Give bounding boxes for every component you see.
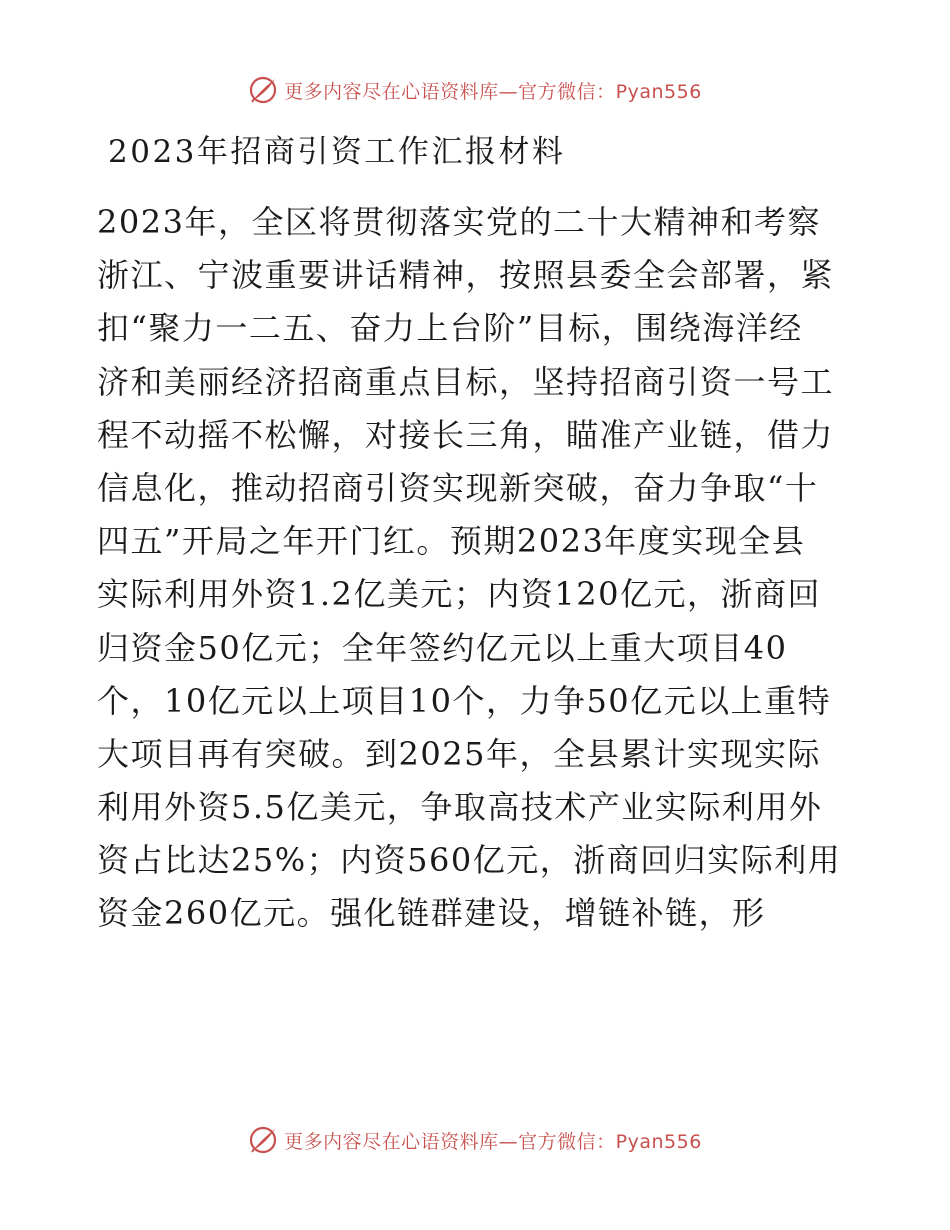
text-line: 浙江、宁波重要讲话精神，按照县委全会部署，紧 xyxy=(97,256,835,295)
text-line: 信息化，推动招商引资实现新突破，奋力争取“十 xyxy=(97,468,819,507)
footer-watermark xyxy=(0,1120,950,1160)
header-watermark xyxy=(0,70,950,110)
text-line: 实际利用外资1.2亿美元；内资120亿元，浙商回 xyxy=(97,575,821,614)
watermark-text: 更多内容尽在心语资料库—官方微信：Pyan556 xyxy=(284,80,702,103)
text-line: 利用外资5.5亿美元，争取高技术产业实际利用外 xyxy=(97,788,823,827)
text-line: 资占比达25%；内资560亿元，浙商回归实际利用 xyxy=(97,841,842,880)
text-line: 2023年，全区将贯彻落实党的二十大精神和考察 xyxy=(97,203,821,241)
text-line: 程不动摇不松懈，对接长三角，瞄准产业链，借力 xyxy=(97,415,835,454)
text-line: 济和美丽经济招商重点目标，坚持招商引资一号工 xyxy=(97,362,835,401)
text-line: 大项目再有突破。到2025年，全县累计实现实际 xyxy=(97,734,821,773)
page-title: 2023年招商引资工作汇报材料 xyxy=(108,134,566,170)
feather-logo-icon xyxy=(248,75,278,105)
feather-logo-icon xyxy=(248,1125,278,1155)
text-line: 归资金50亿元；全年签约亿元以上重大项目40 xyxy=(97,628,788,667)
watermark-text: 更多内容尽在心语资料库—官方微信：Pyan556 xyxy=(284,1130,702,1153)
body-paragraph xyxy=(97,196,857,941)
text-line: 个，10亿元以上项目10个，力争50亿元以上重特 xyxy=(97,681,832,720)
text-line: 四五”开局之年开门红。预期2023年度实现全县 xyxy=(97,522,806,561)
text-line: 扣“聚力一二五、奋力上台阶”目标，围绕海洋经 xyxy=(97,309,803,348)
text-line: 资金260亿元。强化链群建设，增链补链，形 xyxy=(97,894,766,933)
